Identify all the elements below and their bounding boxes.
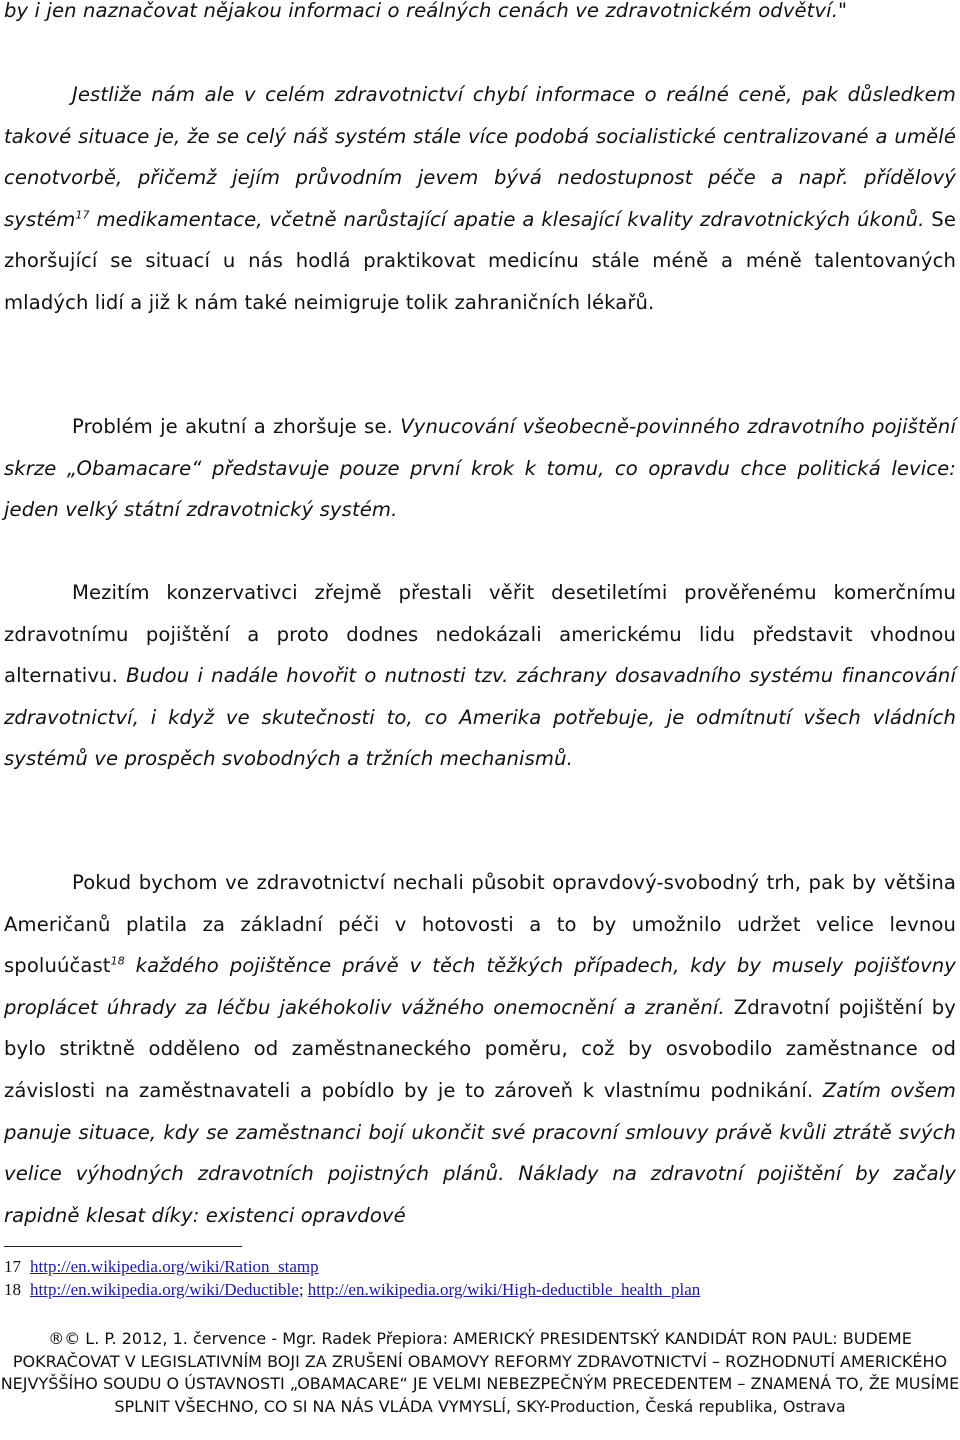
p4-text-c: Zdravotní pojištění by bylo striktně odděleno od zaměstnaneckého poměru, což by osvobodilo zaměstnance od závislosti na zaměstnavateli a pobídlo by je to zároveň k vlastnímu podnikání. (4, 995, 956, 1102)
p1-text-c: Se zhoršující se situací u nás hodlá praktikovat medicínu stále méně a méně talentovaných mladých lidí a již k nám také neimigruje tolik zahraničních lékařů. (4, 207, 956, 314)
p2-text-b: Vynucování všeobecně-povinného zdravotního pojištění skrze „Obamacare“ představuje pouze první krok k tomu, co opravdu chce politická levice: jeden velký státní zdravotnický systém. (4, 415, 956, 522)
footnote-link[interactable]: http://en.wikipedia.org/wiki/Deductible (30, 1280, 299, 1299)
p3-text-b: Budou i nadále hovořit o nutnosti tzv. záchrany dosavadního systému financování zdravotnictví, i když ve skutečnosti to, co Amerika potřebuje, je odmítnutí všech vládních systémů ve prospěch svobodných a tržních mechanismů. (4, 664, 956, 771)
footnote-number: 18 (4, 1280, 21, 1299)
page-footer (0, 1328, 960, 1418)
footnote-18 (4, 1280, 700, 1300)
top-line-text: by i jen naznačovat nějakou informaci o reálných cenách ve zdravotnickém odvětví." (4, 0, 848, 22)
paragraph-2 (4, 406, 956, 531)
footnote-link[interactable]: http://en.wikipedia.org/wiki/Ration_stamp (30, 1257, 319, 1276)
footnote-17 (4, 1257, 319, 1277)
footnote-separator (4, 1246, 242, 1247)
p3-text-a: Mezitím konzervativci zřejmě přestali věřit desetiletími prověřenému komerčnímu zdravotnímu pojištění a proto dodnes nedokázali americkému lidu představit vhodnou alternativu. (4, 581, 956, 688)
footnote-ref-18[interactable]: 18 (110, 954, 125, 968)
paragraph-1 (4, 74, 956, 324)
paragraph-3 (4, 572, 956, 780)
footer-text: ®© L. P. 2012, 1. července - Mgr. Radek Přepiora: AMERICKÝ PRESIDENTSKÝ KANDIDÁT RON PAUL: BUDEME POKRAČOVAT V LEGISLATIVNÍM BOJI ZA ZRUŠENÍ OBAMOVY REFORMY ZDRAVOTNICTVÍ – ROZHODNUTÍ AMERICKÉHO NEJVYŠŠÍHO SOUDU O ÚSTAVNOSTI „OBAMACARE“ JE VELMI NEBEZPEČNÝM PRECEDENTEM – ZNAMENÁ TO, ŽE MUSÍME SPLNIT VŠECHNO, CO SI NA NÁS VLÁDA VYMYSLÍ, SKY-Production, Česká republika, Ostrava (0, 1329, 960, 1416)
p4-text-a: Pokud bychom ve zdravotnictví nechali působit opravdový-svobodný trh, pak by většina Američanů platila za základní péči v hotovosti a to by umožnilo udržet velice levnou spoluúčast (4, 871, 956, 978)
p4-text-d: Zatím ovšem panuje situace, kdy se zaměstnanci bojí ukončit své pracovní smlouvy právě kvůli ztrátě svých velice výhodných zdravotních pojistných plánů. Náklady na zdravotní pojištění by začaly rapidně klesat díky: existenci opravdové (4, 1078, 956, 1227)
p4-text-b: každého pojištěnce právě v těch těžkých případech, kdy by musely pojišťovny proplácet úhrady za léčbu jakéhokoliv vážného onemocnění a zranění. (4, 954, 956, 1019)
top-line (4, 0, 956, 32)
footnote-separator-text: ; (298, 1280, 308, 1299)
p1-text-b: medikamentace, včetně narůstající apatie a klesající kvality zdravotnických úkonů. (89, 207, 925, 231)
paragraph-4 (4, 862, 956, 1236)
footnote-number: 17 (4, 1257, 21, 1276)
p2-text-a: Problém je akutní a zhoršuje se. (72, 415, 393, 438)
p1-text-a: Jestliže nám ale v celém zdravotnictví chybí informace o reálné ceně, pak důsledkem takové situace je, že se celý náš systém stále více podobá socialistické centralizované a umělé cenotvorbě, přičemž jejím průvodním jevem bývá nedostupnost péče a např. přídělový systém (4, 83, 956, 231)
footnote-ref-17[interactable]: 17 (75, 208, 90, 222)
footnote-link-2[interactable]: http://en.wikipedia.org/wiki/High-deductible_health_plan (307, 1280, 701, 1299)
